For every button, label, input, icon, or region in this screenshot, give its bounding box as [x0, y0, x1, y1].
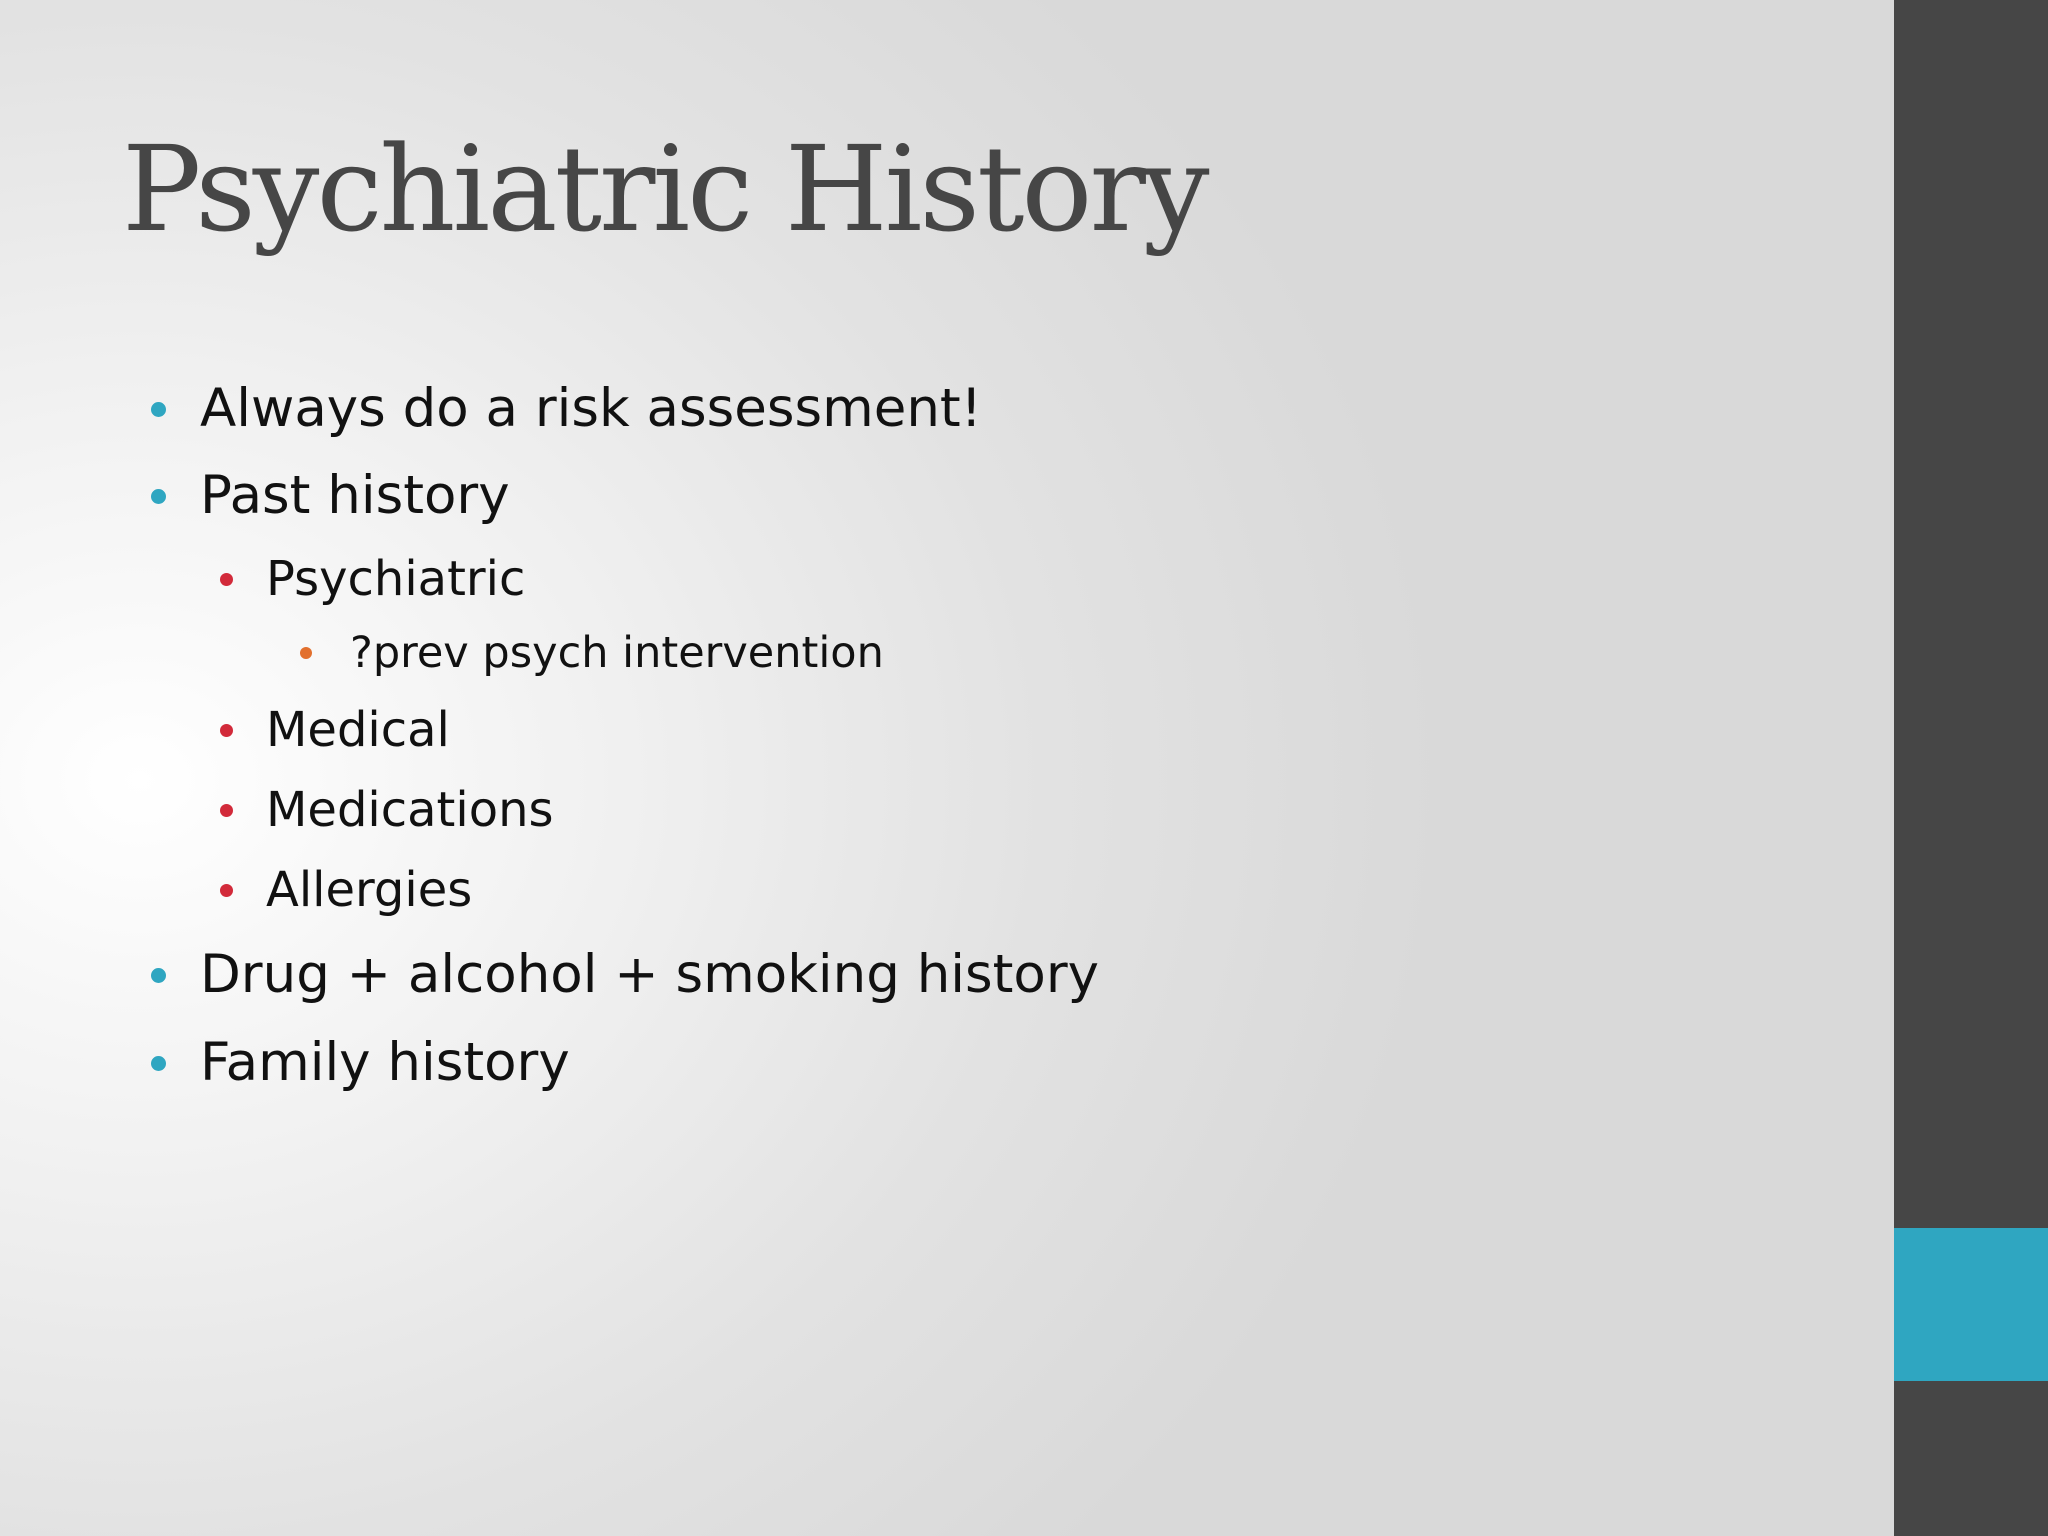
bullet-text: Psychiatric	[266, 551, 526, 607]
bullet-item-medical	[266, 702, 450, 758]
bullet-item-psychiatric	[266, 551, 525, 607]
bullet-item-risk-assessment	[200, 378, 982, 439]
bullet-text: ?prev psych intervention	[350, 628, 884, 678]
bullet-text: Medical	[266, 702, 450, 758]
side-bar	[1894, 0, 2048, 1536]
bullet-text: Always do a risk assessment!	[200, 378, 982, 439]
bullet-dot-icon	[151, 402, 166, 417]
bullet-text: Family history	[200, 1032, 570, 1093]
side-accent-block	[1894, 1228, 2048, 1381]
bullet-item-past-history	[200, 465, 510, 526]
bullet-text: Allergies	[266, 862, 473, 918]
bullet-dot-icon	[300, 647, 312, 659]
bullet-item-allergies	[266, 862, 472, 918]
bullet-dot-icon	[151, 1056, 166, 1071]
bullet-text: Drug + alcohol + smoking history	[200, 944, 1100, 1005]
bullet-item-family-history	[200, 1032, 570, 1093]
bullet-dot-icon	[220, 724, 233, 737]
bullet-text: Medications	[266, 782, 554, 838]
bullet-text: Past history	[200, 465, 510, 526]
bullet-dot-icon	[151, 489, 166, 504]
bullet-item-drug-alcohol-smoking	[200, 944, 1099, 1005]
slide-title: Psychiatric History	[122, 120, 1207, 258]
bullet-dot-icon	[220, 573, 233, 586]
bullet-item-prev-psych-intervention	[350, 628, 884, 678]
bullet-dot-icon	[151, 968, 166, 983]
bullet-item-medications	[266, 782, 554, 838]
bullet-dot-icon	[220, 884, 233, 897]
bullet-dot-icon	[220, 804, 233, 817]
